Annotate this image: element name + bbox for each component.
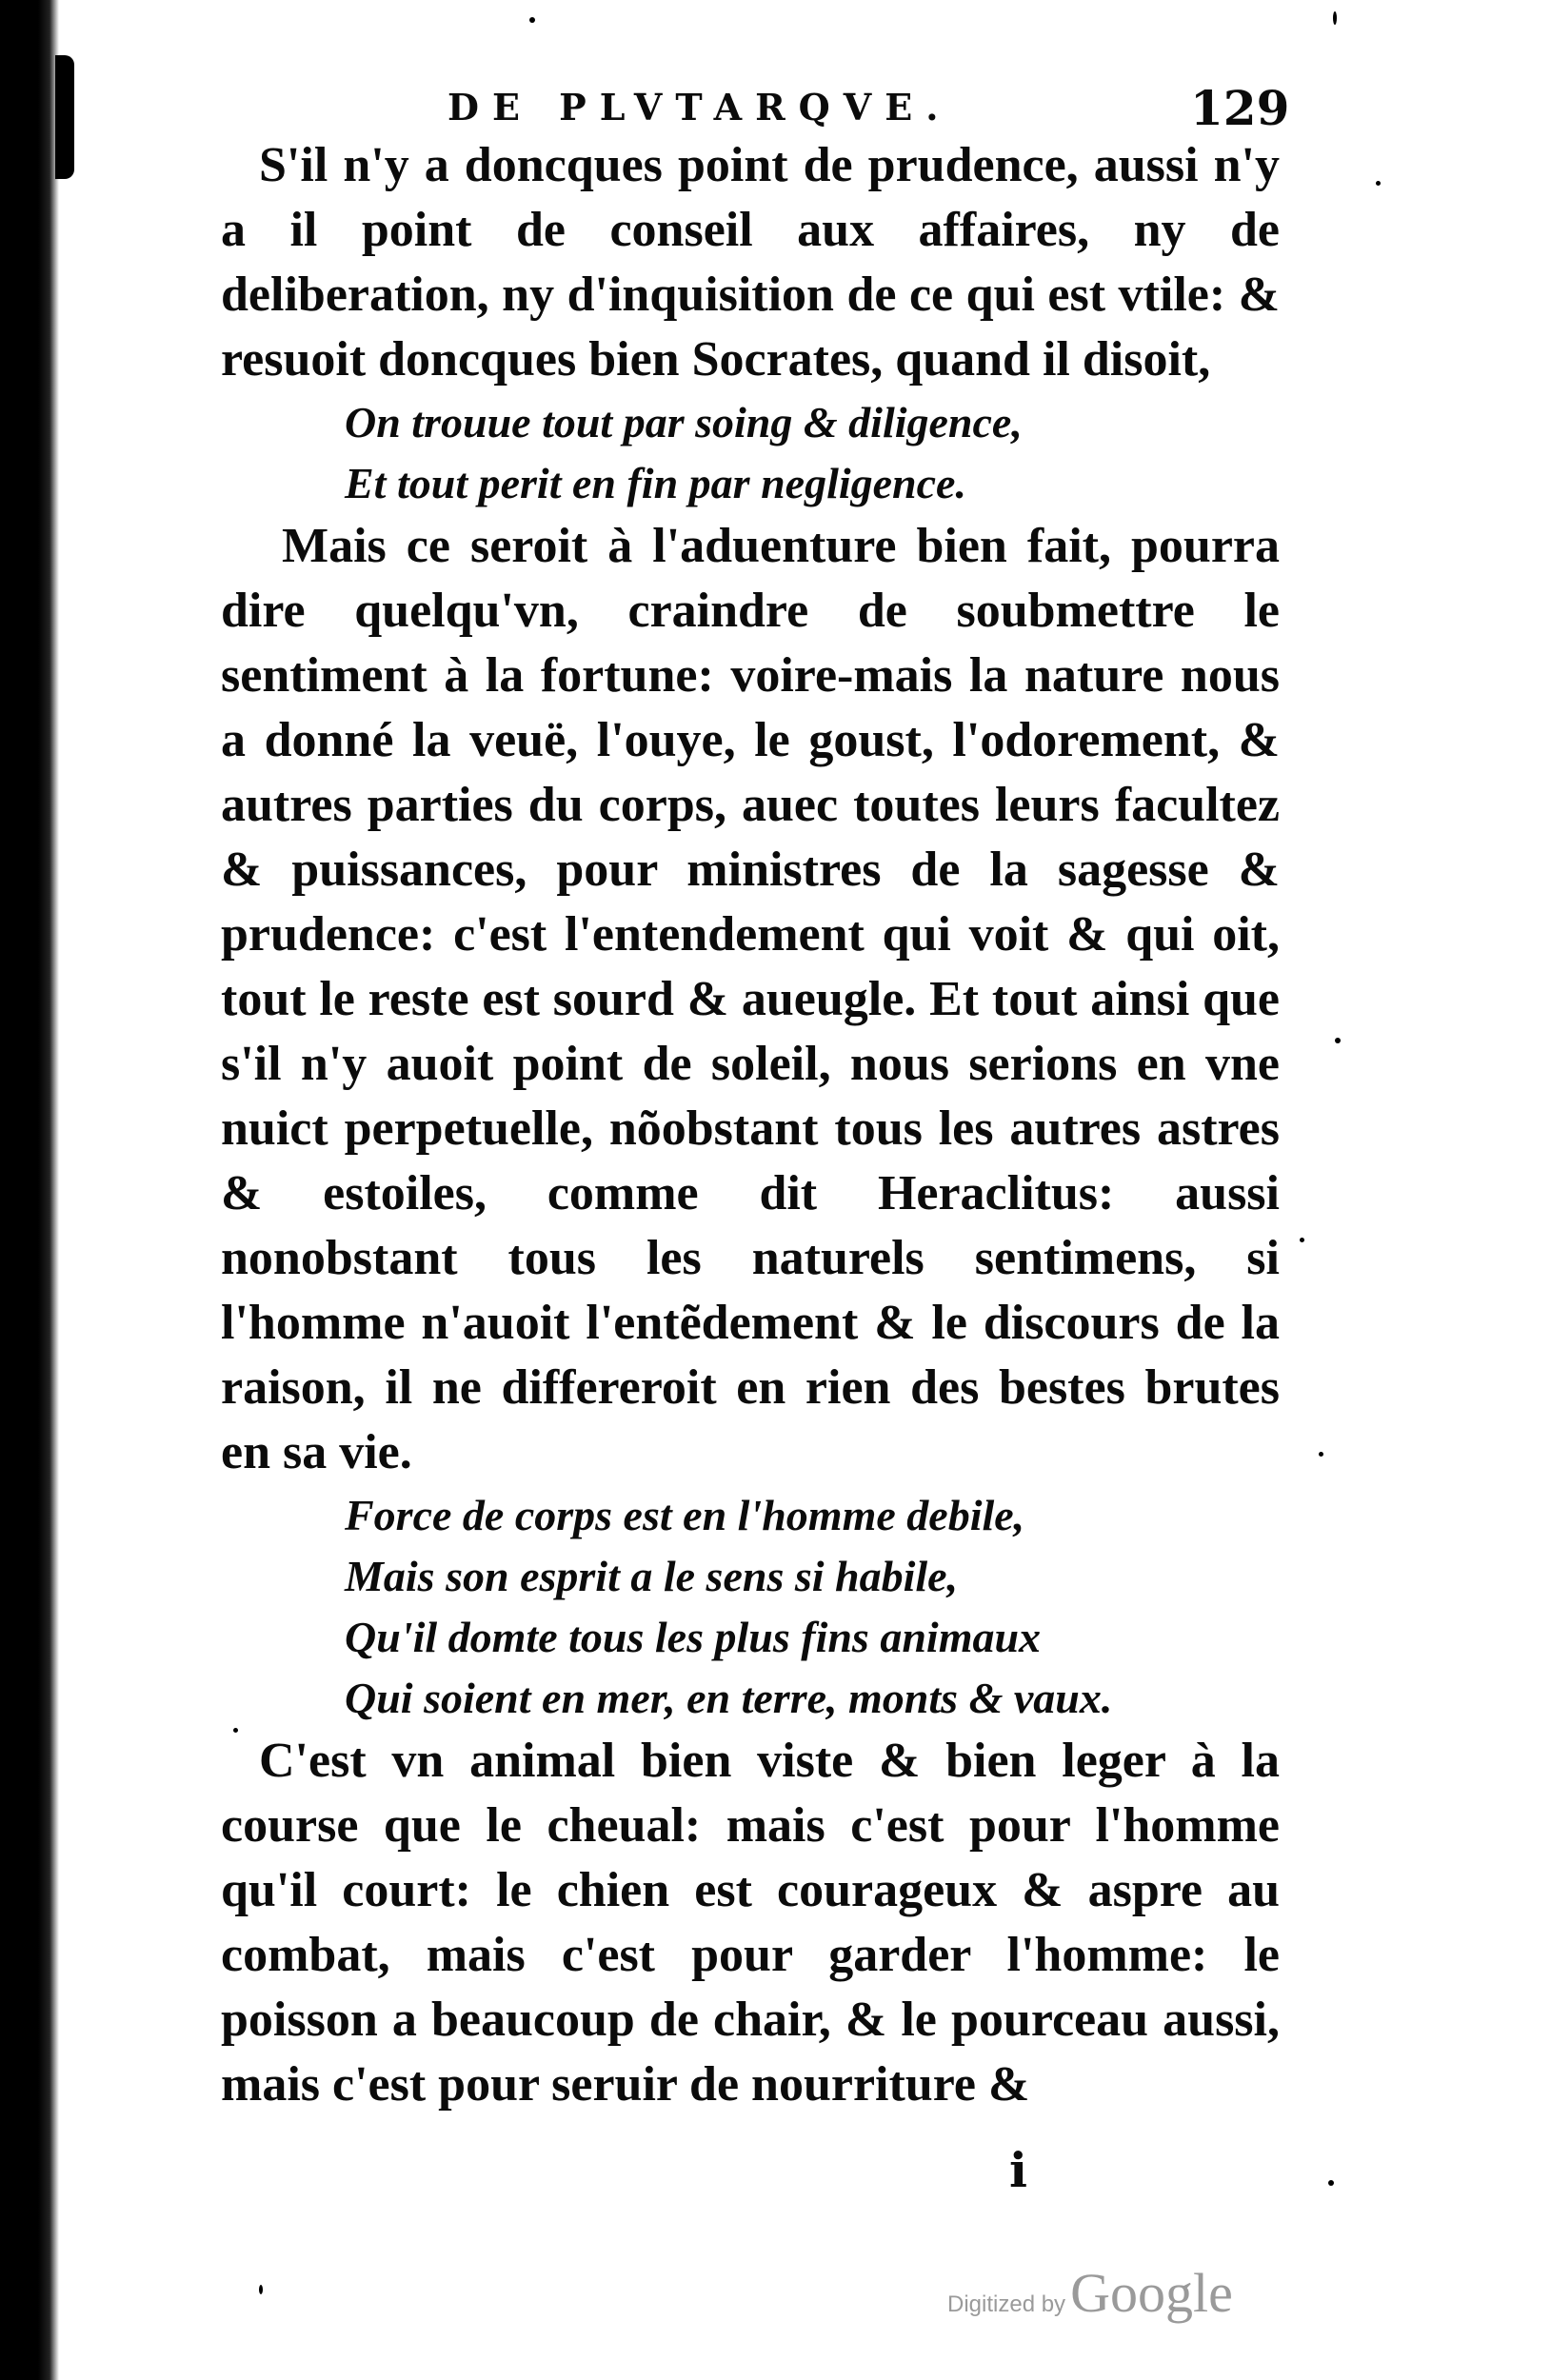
verse-line: On trouue tout par soing & diligence, [345, 398, 1023, 446]
paragraph-3: C'est vn animal bien viste & bien leger à la course que le cheual: mais c'est pour l'homme qu'il court: le chien est courageux & aspre au combat, mais c'est pour garder l'homme: le poisson a beaucoup de chair, & le pourceau aussi, mais c'est pour seruir de nourriture & [221, 1734, 1280, 2112]
running-head: DE PLVTARQVE. [447, 86, 952, 129]
paper-speck [259, 2285, 263, 2294]
paper-speck [233, 1728, 238, 1733]
paper-speck [1376, 181, 1381, 186]
digitization-watermark [947, 2261, 1233, 2325]
paragraph-2: Mais ce seroit à l'aduenture bien fait, pourra dire quelqu'vn, craindre de soubmettre le sentiment à la fortune: voire-mais la nature nous a donné la veuë, l'ouye, le goust, l'odorement, & autres parties du corps, auec toutes leurs facultez & puissances, pour ministres de la sagesse & prudence: c'est l'entendement qui voit & qui oit, tout le reste est sourd & aueugle. Et tout ainsi que s'il n'y auoit point de soleil, nous serions en vne nuict perpetuelle, nõobstant tous les autres astres & estoiles, comme dit Heraclitus: aussi nonobstant tous les naturels sentimens, si l'homme n'auoit l'entẽdement & le discours de la raison, il ne differeroit en rien des bestes brutes en sa vie. [221, 519, 1280, 1479]
verse-line: Force de corps est en l'homme debile, [345, 1491, 1025, 1539]
verse-quote-1 [221, 392, 1280, 514]
paper-speck [1335, 1038, 1341, 1043]
verse-line: Mais son esprit a le sens si habile, [345, 1552, 959, 1600]
verse-quote-2 [221, 1485, 1280, 1729]
paper-speck [1328, 2180, 1334, 2186]
signature-mark: i [1009, 2142, 1027, 2198]
paragraph-1: S'il n'y a doncques point de prudence, aussi n'y a il point de conseil aux affaires, ny de deliberation, ny d'inquisition de ce qui est vtile: & resuoit doncques bien Socrates, quand il disoit, [221, 138, 1280, 387]
main-text [221, 133, 1280, 2117]
page-binding-edge [0, 0, 59, 2380]
verse-line: Et tout perit en fin par negligence. [345, 459, 966, 507]
verse-line: Qu'il domte tous les plus fins animaux [345, 1613, 1042, 1661]
verse-line: Qui soient en mer, en terre, monts & vaux. [345, 1674, 1113, 1722]
paper-speck [529, 17, 535, 23]
paper-speck [1333, 11, 1337, 25]
page-number: 129 [1190, 80, 1290, 136]
watermark-prefix: Digitized by [947, 2291, 1066, 2317]
paper-speck [1300, 1238, 1304, 1242]
binding-shadow [55, 55, 74, 179]
paper-speck [1319, 1452, 1323, 1457]
google-logo: Google [1070, 2262, 1233, 2324]
